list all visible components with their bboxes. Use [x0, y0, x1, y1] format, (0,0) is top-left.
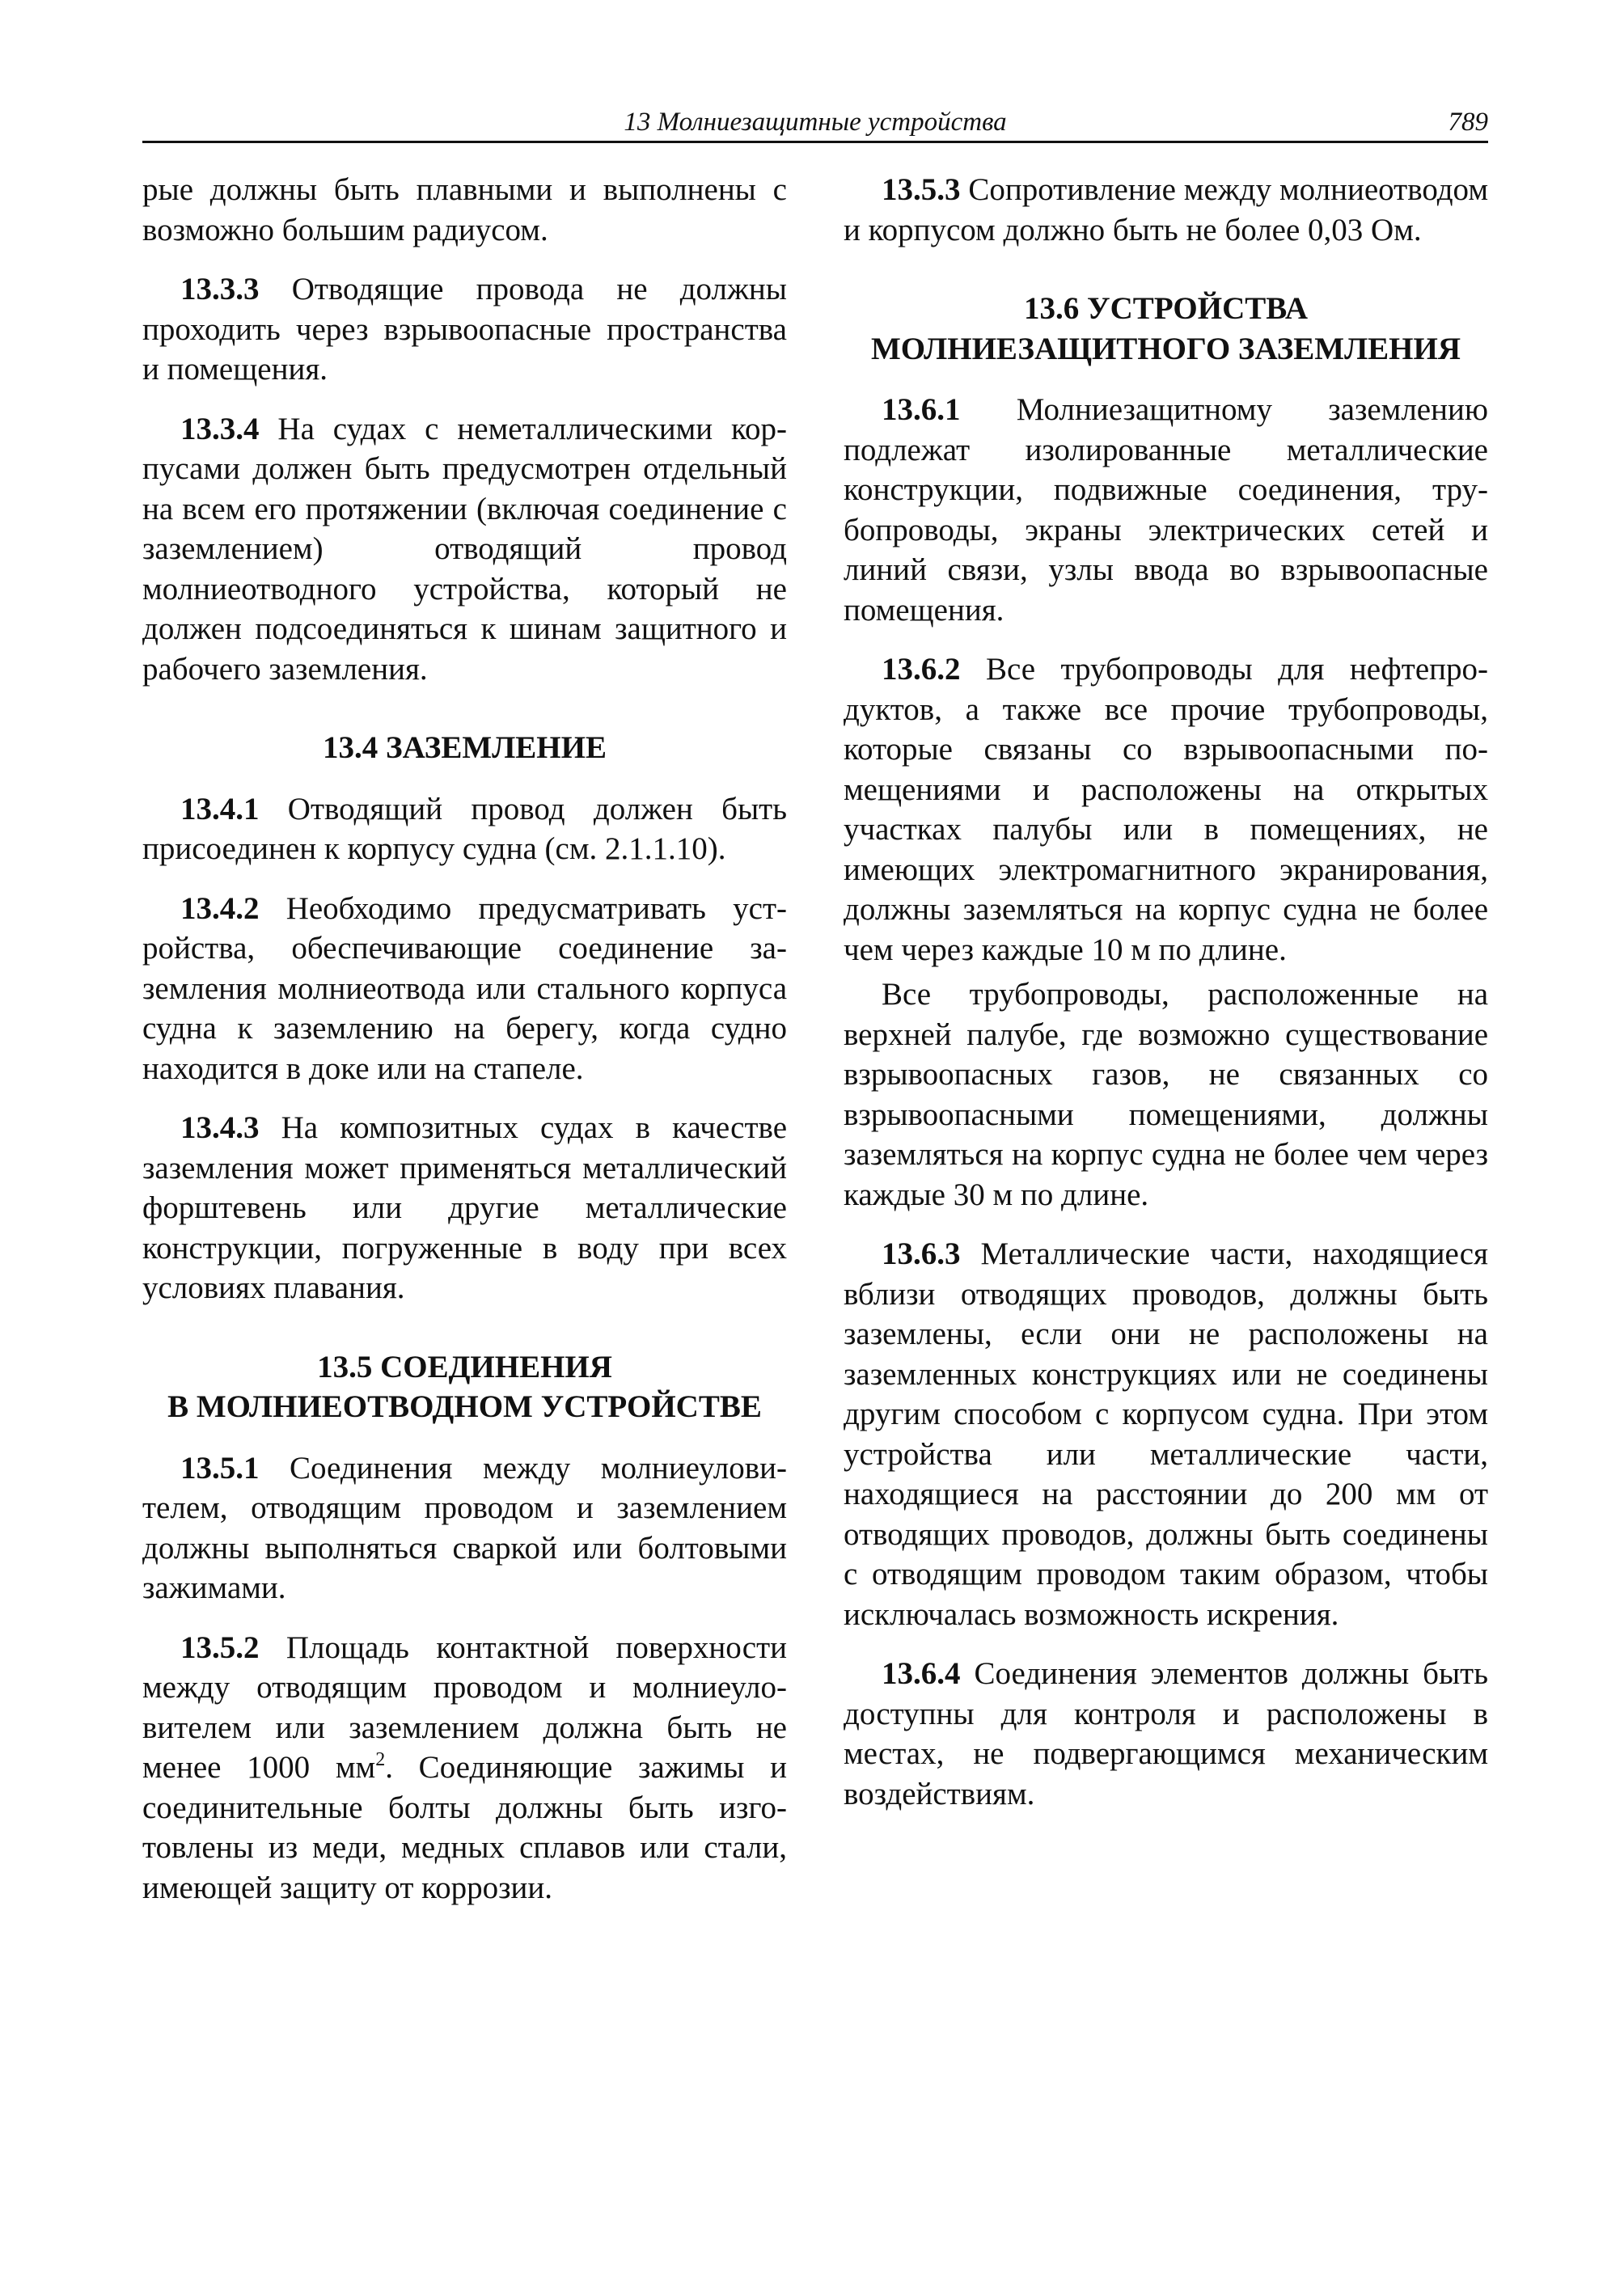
paragraph-continuation: рые должны быть плавными и выполнены с возможно большим радиусом.: [142, 172, 787, 247]
clause-13-6-3: [844, 1234, 1488, 1634]
superscript: 2: [375, 1749, 386, 1770]
clause-13-6-2: [844, 649, 1488, 970]
section-heading-13-5: [142, 1347, 787, 1427]
clause-number: 13.6.4: [882, 1656, 961, 1691]
page-header: [142, 104, 1488, 143]
clause-13-6-2-paragraph-2: Все трубопроводы, расположенные на верхней палубе, где возможно существование взрывоопасных газов, не связанных со взрывоопасными помещениями, должны заземляться на корпус судна не более чем через каждые 30 м по длине.: [844, 977, 1488, 1212]
clause-number: 13.4.2: [180, 890, 260, 926]
section-heading-13-4: [142, 728, 787, 768]
clause-text: Соединения элементов должны быть доступны для контроля и расположены в местах, не подвергающимся механическим воздействиям.: [844, 1656, 1488, 1811]
clause-13-6-1: [844, 390, 1488, 630]
clause-text: На композитных судах в качестве заземления может применяться металлический форштевень или другие металлические конструкции, погруженные в воду при всех условиях плавания.: [142, 1110, 788, 1305]
clause-13-5-1: [142, 1448, 787, 1608]
clause-number: 13.5.3: [882, 172, 961, 207]
clause-13-3-4: [142, 409, 787, 690]
clause-number: 13.3.4: [180, 411, 260, 446]
heading-line: 13.4 ЗАЗЕМЛЕНИЕ: [323, 730, 607, 765]
clause-text: . Соединяющие зажимы и соединительные болты должны быть изготовлены из меди, медных сплавов или стали, имеющей защиту от коррозии.: [142, 1750, 787, 1905]
clause-13-5-3: [844, 170, 1488, 250]
clause-number: 13.4.1: [180, 791, 260, 826]
clause-13-4-2: [142, 889, 787, 1089]
right-column: [844, 170, 1488, 1833]
heading-line: 13.5 СОЕДИНЕНИЯ: [317, 1349, 612, 1384]
clause-text: Сопротивление между молниеотводом и корпусом должно быть не более 0,03 Ом.: [844, 172, 1488, 247]
clause-13-4-1: [142, 789, 787, 869]
heading-line: 13.6 УСТРОЙСТВА: [1024, 291, 1308, 326]
clause-text: Отводящий провод должен быть присоединен к корпусу судна (см. 2.1.1.10).: [142, 791, 787, 866]
clause-13-6-4: [844, 1654, 1488, 1814]
clause-text: На судах с неметаллическими корпусами должен быть предусмотрен отдельный на всем его протяжении (включая соединение с заземлением) отводящий провод молниеотводного устройства, который не должен подсоединяться к шинам защитного и рабочего заземления.: [142, 411, 787, 687]
clause-text: Металлические части, находящиеся вблизи отводящих проводов, должны быть заземлены, если они не расположены на заземленных конструкциях или не соединены другим способом с корпусом судна. При этом устройства или металлические части, находящиеся на расстоянии до 200 мм от отводящих проводов, должны быть соединены с отводящим проводом таким образом, чтобы исключалась возможность искрения.: [844, 1236, 1488, 1632]
clause-text: Необходимо предусматривать устройства, обеспечивающие соединение заземления молниеотвода или стального корпуса судна к заземлению на берегу, когда судно находится в доке или на стапеле.: [142, 890, 787, 1086]
heading-line: В МОЛНИЕОТВОДНОМ УСТРОЙСТВЕ: [167, 1389, 762, 1424]
page-number: 789: [1448, 108, 1488, 137]
clause-number: 13.3.3: [180, 272, 260, 306]
running-title: 13 Молниезащитные устройства: [624, 108, 1007, 137]
clause-number: 13.6.3: [882, 1236, 961, 1271]
clause-number: 13.6.1: [882, 392, 961, 427]
clause-text: Отводящие провода не должны проходить через взрывоопасные пространства и помещения.: [142, 272, 788, 387]
clause-text: Все трубопроводы для нефтепродуктов, а также все прочие трубопроводы, которые связаны со взрывоопасными помещениями и расположены на открытых участках палубы или в помещениях, не имеющих электромагнитного экранирования, должны заземляться на корпус судна не более чем через каждые 10 м по длине.: [844, 652, 1489, 967]
clause-number: 13.5.1: [180, 1450, 260, 1486]
clause-text: Соединения между молниеуловителем, отводящим проводом и заземлением должны выполняться сваркой или болтовыми зажимами.: [142, 1450, 788, 1605]
clause-13-3-3: [142, 269, 787, 390]
clause-number: 13.5.2: [180, 1629, 260, 1665]
left-column: [142, 170, 787, 1927]
section-heading-13-6: [844, 289, 1488, 369]
clause-text: Площадь контактной поверхности между отводящим проводом и молниеуловителем или заземлением должна быть не менее 1000 мм: [142, 1629, 787, 1785]
clause-number: 13.6.2: [882, 652, 961, 687]
clause-13-5-2: [142, 1628, 787, 1908]
clause-text: Молниезащитному заземлению подлежат изолированные металлические конструкции, подвижные соединения, трубопроводы, экраны электрических сетей и линий связи, узлы ввода во взрывоопасные помещения.: [844, 392, 1488, 628]
heading-line: МОЛНИЕЗАЩИТНОГО ЗАЗЕМЛЕНИЯ: [870, 331, 1461, 366]
clause-number: 13.4.3: [180, 1110, 260, 1145]
clause-13-4-3: [142, 1108, 787, 1308]
